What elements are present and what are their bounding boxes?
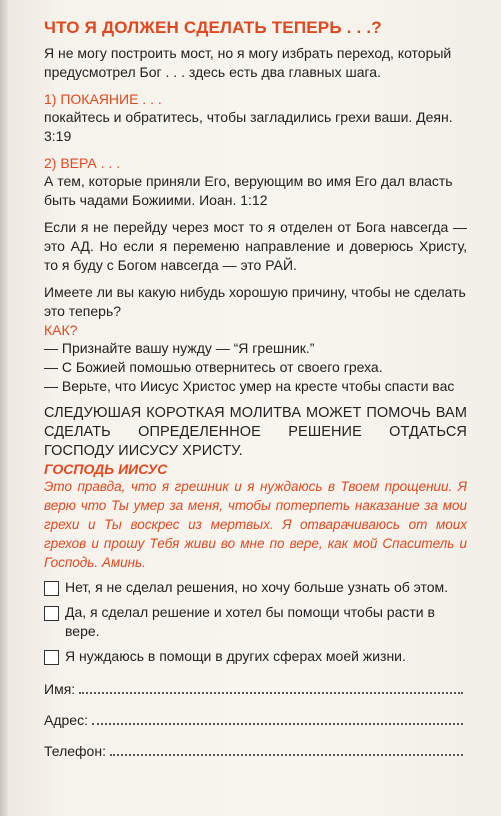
checkbox-option-not-decided[interactable]	[44, 578, 467, 597]
address-field[interactable]	[44, 709, 467, 728]
step1-text: покайтесь и обратитесь, чтобы загладились грехи ваши. Деян. 3:19	[44, 109, 453, 144]
name-label: Имя:	[44, 681, 76, 697]
how-heading: КАК?	[44, 322, 78, 338]
checkbox-option-decided[interactable]	[44, 603, 467, 641]
page-title: ЧТО Я ДОЛЖЕН СДЕЛАТЬ ТЕПЕРЬ . . .?	[44, 18, 382, 37]
phone-line[interactable]	[110, 740, 463, 756]
name-field[interactable]	[44, 678, 467, 697]
checkbox[interactable]	[44, 606, 59, 621]
checkbox-label: Нет, я не сделал решения, но хочу больше узнать об этом.	[65, 579, 449, 595]
checkbox-option-other-help[interactable]	[44, 647, 467, 666]
bridge-paragraph: Если я не перейду через мост то я отделен от Бога навсегда — это АД. Но если я переменю направление и доверюсь Христу, то я буду с Богом навсегда — это РАЙ.	[44, 219, 467, 273]
question-paragraph: Имеете ли вы какую нибудь хорошую причину, чтобы не сделать это теперь?	[44, 284, 466, 319]
address-line[interactable]	[92, 709, 463, 725]
step2-text: А тем, которые приняли Его, верующим во имя Его дал власть быть чадами Божиими. Иоан. 1:12	[44, 173, 453, 208]
step1-heading: 1) ПОКАЯНИЕ . . .	[44, 91, 162, 107]
page-spine	[0, 0, 8, 816]
how-item: — Признайте вашу нужду — “Я грешник.”	[44, 340, 315, 356]
checkbox-label: Я нуждаюсь в помощи в других сферах моей жизни.	[65, 648, 406, 664]
checkbox-label: Да, я сделал решение и хотел бы помощи чтобы расти в вере.	[65, 604, 435, 639]
address-label: Адрес:	[44, 712, 88, 728]
name-line[interactable]	[79, 678, 463, 694]
prayer-text: Это правда, что я грешник и я нуждаюсь в Твоем прощении. Я верю что Ты умер за меня, чтобы потерпеть наказание за мои грехи и Ты воскрес из мертвых. Я отварачиваюсь от моих грехов и прошу Тебя живи во мне по вере, как мой Спаситель и Господь. Аминь.	[44, 479, 467, 570]
phone-label: Телефон:	[44, 743, 106, 759]
phone-field[interactable]	[44, 740, 467, 759]
how-item: — Верьте, что Иисус Христос умер на кресте чтобы спасти вас	[44, 378, 455, 394]
step2-heading: 2) ВЕРА . . .	[44, 155, 121, 171]
checkbox[interactable]	[44, 650, 59, 665]
checkbox[interactable]	[44, 581, 59, 596]
intro-paragraph: Я не могу построить мост, но я могу избрать переход, который предусмотрел Бог . . . здесь есть два главных шага.	[44, 45, 452, 80]
prayer-heading: ГОСПОДЬ ИИСУС	[44, 461, 168, 477]
how-item: — С Божией помошью отвернитесь от своего греха.	[44, 359, 383, 375]
short-prayer-note: СЛЕДУЮШАЯ КОРОТКАЯ МОЛИТВА МОЖЕТ ПОМОЧЬ ВАМ СДЕЛАТЬ ОПРЕДЕЛЕННОЕ РЕШЕНИЕ ОТДАТЬСЯ ГОСПОДУ ИИСУСУ ХРИСТУ.	[44, 405, 467, 459]
